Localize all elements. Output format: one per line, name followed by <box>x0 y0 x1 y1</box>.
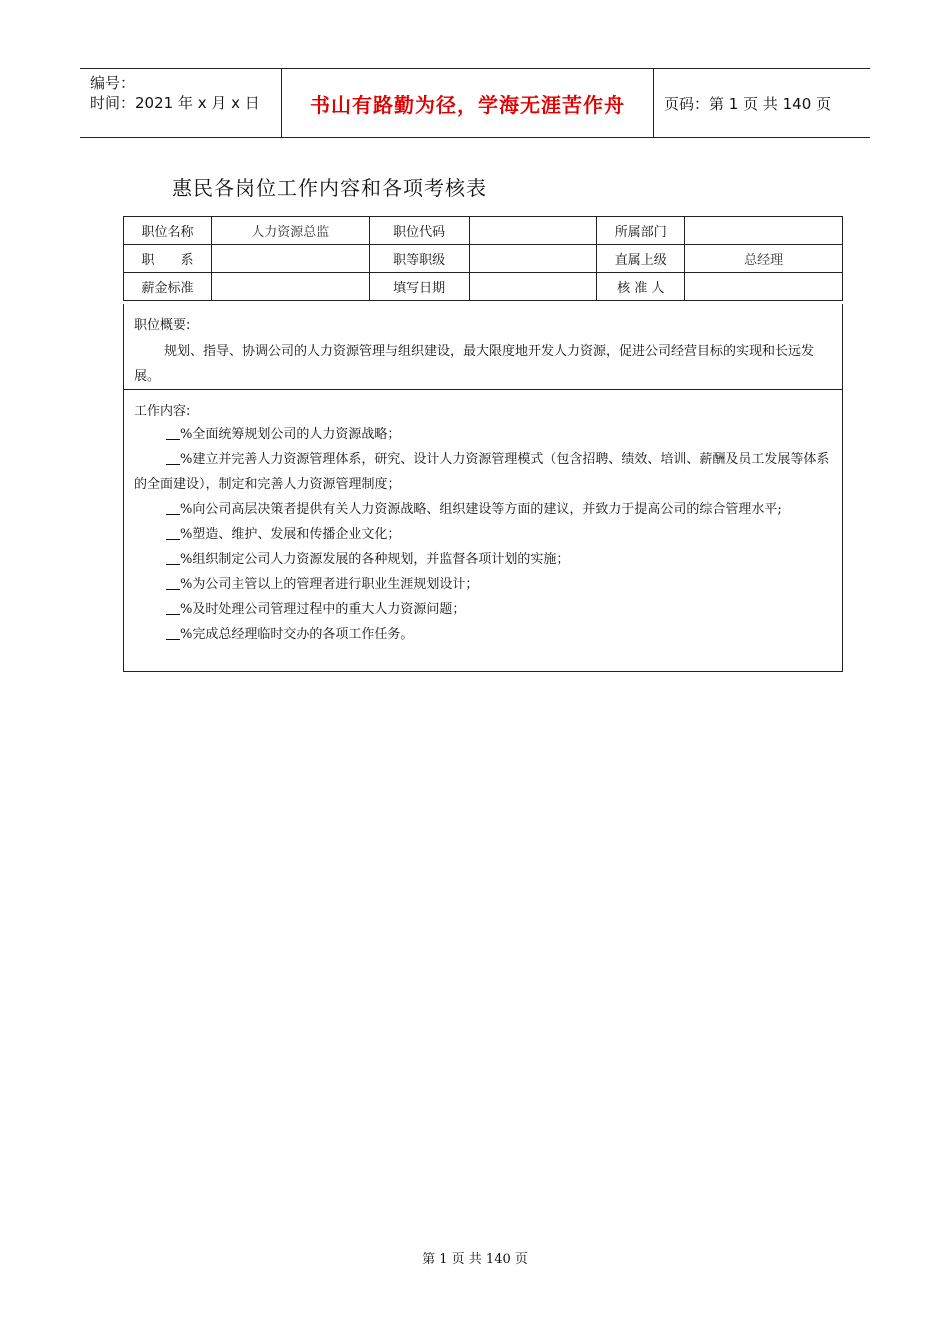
document-time: 时间：2021 年 x 月 x 日 <box>90 94 260 112</box>
list-item: %全面统筹规划公司的人力资源战略； <box>134 422 832 447</box>
summary-heading: 职位概要: <box>134 318 191 333</box>
label-salary: 薪金标准 <box>124 273 212 301</box>
table-row <box>124 245 843 273</box>
label-position-name: 职位名称 <box>124 217 212 245</box>
list-item: %塑造、维护、发展和传播企业文化； <box>134 522 832 547</box>
list-item: %建立并完善人力资源管理体系，研究、设计人力资源管理模式（包含招聘、绩效、培训、薪酬及员工发展等体系的全面建设），制定和完善人力资源管理制度； <box>134 447 832 497</box>
value-salary <box>211 273 369 301</box>
table-row <box>124 273 843 301</box>
position-info-table <box>123 216 843 301</box>
list-item: %组织制定公司人力资源发展的各种规划，并监督各项计划的实施； <box>134 547 832 572</box>
list-item: %完成总经理临时交办的各项工作任务。 <box>134 622 832 647</box>
header-meta <box>80 69 282 137</box>
value-position-code <box>469 217 597 245</box>
label-job-family: 职 系 <box>124 245 212 273</box>
blank-marker <box>166 499 180 515</box>
blank-marker <box>166 549 180 565</box>
value-approver <box>685 273 843 301</box>
list-item: %为公司主管以上的管理者进行职业生涯规划设计； <box>134 572 832 597</box>
table-row <box>124 217 843 245</box>
blank-marker <box>166 624 180 640</box>
document-number-label: 编号： <box>90 74 136 92</box>
document-title: 惠民各岗位工作内容和各项考核表 <box>172 176 487 200</box>
value-job-family <box>211 245 369 273</box>
list-item: %向公司高层决策者提供有关人力资源战略、组织建设等方面的建议，并致力于提高公司的综合管理水平; <box>134 497 832 522</box>
blank-marker <box>166 599 180 615</box>
work-list <box>124 422 842 647</box>
page-footer: 第 1 页 共 140 页 <box>422 1252 528 1267</box>
blank-marker <box>166 574 180 590</box>
value-department <box>685 217 843 245</box>
label-grade: 职等职级 <box>369 245 469 273</box>
work-heading: 工作内容: <box>134 404 191 419</box>
list-item: %及时处理公司管理过程中的重大人力资源问题； <box>134 597 832 622</box>
blank-marker <box>166 424 180 440</box>
value-position-name: 人力资源总监 <box>211 217 369 245</box>
label-supervisor: 直属上级 <box>597 245 685 273</box>
header-page-info: 页码：第 1 页 共 140 页 <box>664 94 832 113</box>
header-motto: 书山有路勤为径，学海无涯苦作舟 <box>282 69 654 137</box>
label-position-code: 职位代码 <box>369 217 469 245</box>
value-grade <box>469 245 597 273</box>
work-section <box>123 390 843 672</box>
blank-marker <box>166 449 180 465</box>
summary-section <box>123 304 843 390</box>
value-fill-date <box>469 273 597 301</box>
blank-marker <box>166 524 180 540</box>
label-approver: 核 准 人 <box>597 273 685 301</box>
label-fill-date: 填写日期 <box>369 273 469 301</box>
value-supervisor: 总经理 <box>685 245 843 273</box>
label-department: 所属部门 <box>597 217 685 245</box>
page-header <box>80 68 870 138</box>
summary-text: 规划、指导、协调公司的人力资源管理与组织建设，最大限度地开发人力资源，促进公司经营目标的实现和长远发展。 <box>134 344 815 384</box>
